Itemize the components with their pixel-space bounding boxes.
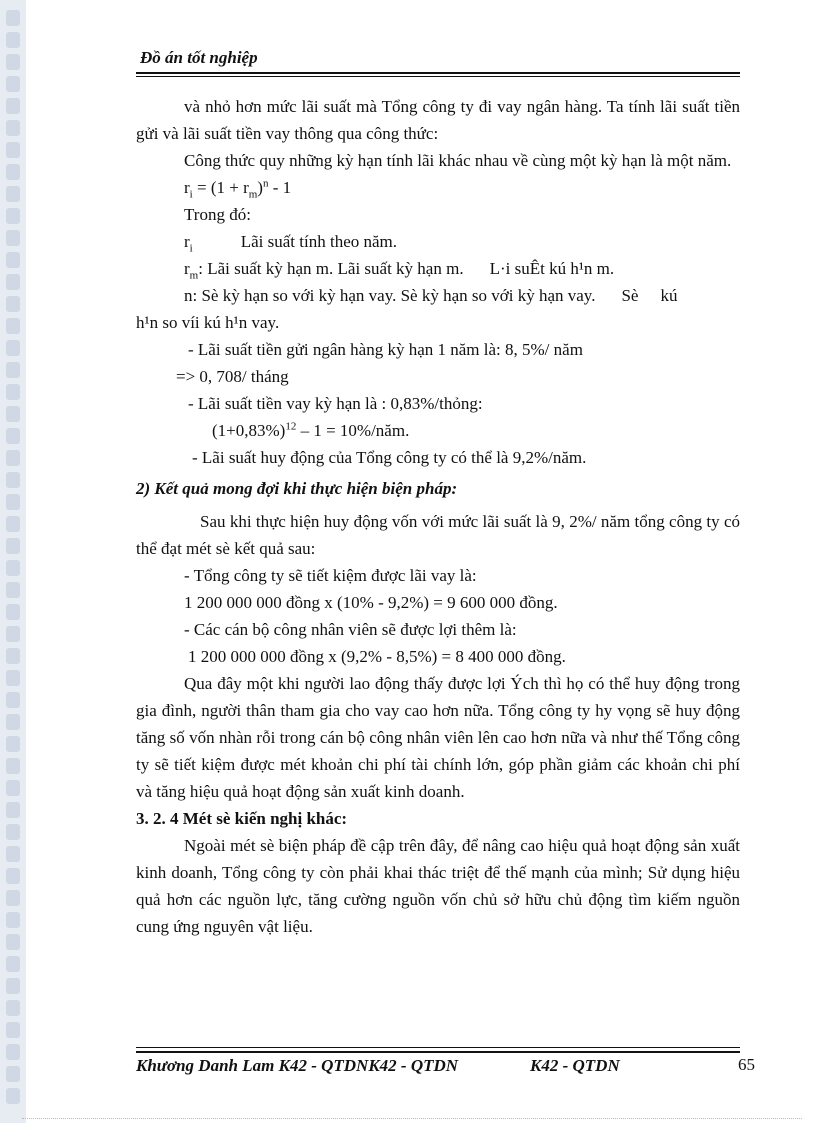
binding-bar-segment (6, 1044, 20, 1060)
binding-bar-segment (6, 560, 20, 576)
binding-bar-segment (6, 120, 20, 136)
definition-rm: $r_m$: Lãi suất kỳ hạn m. Lãi suất kỳ hạn m. L·i suÊt kú h¹n m. (184, 259, 615, 282)
binding-bar-segment (6, 384, 20, 400)
footer-author: Khương Danh Lam K42 - QTDNK42 - QTDN (136, 1056, 459, 1075)
binding-bar-segment (6, 318, 20, 334)
body-text (136, 93, 740, 940)
binding-bar-segment (6, 582, 20, 598)
binding-bar-segment (6, 934, 20, 950)
binding-bar-segment (6, 208, 20, 224)
binding-bar-segment (6, 274, 20, 290)
paragraph: Công thức quy những kỳ hạn tính lãi khác nhau về cùng một kỳ hạn là một năm. (184, 151, 732, 170)
binding-bar-segment (6, 890, 20, 906)
page-edge-dots (22, 1118, 802, 1119)
header-rule (136, 72, 740, 74)
binding-bar-segment (6, 802, 20, 818)
binding-bar-segment (6, 142, 20, 158)
savings-label: - Tổng công ty sẽ tiết kiệm được lãi vay là: (184, 566, 477, 585)
binding-bar-segment (6, 670, 20, 686)
binding-bar-segment (6, 626, 20, 642)
binding-bar-segment (6, 846, 20, 862)
binding-bar-segment (6, 1066, 20, 1082)
paragraph: Qua đây một khi người lao động thấy được lợi Ých thì họ có thể huy động trong gia đình, người thân tham gia cho vay cao hơn nữa. Tổng công ty hy vọng sẽ huy động tăng số vốn nhàn rỗi trong cán bộ công nhân viên lên cao hơn nữa và như thế Tổng công ty sẽ tiết kiệm được mét khoản chi phí tài chính lớn, góp phần giảm các khoản chi phí và tăng hiệu quả hoạt động sản xuất kinh doanh. (136, 674, 740, 801)
header-rule-thin (136, 76, 740, 77)
section-2-title: 2) Kết quả mong đợi khi thực hiện biện pháp: (136, 479, 458, 498)
footer-rule (136, 1051, 740, 1053)
binding-bar-segment (6, 1088, 20, 1104)
binding-bar-segment (6, 296, 20, 312)
binding-bar-segment (6, 32, 20, 48)
binding-bar-segment (6, 604, 20, 620)
paragraph: Ngoài mét sè biện pháp đề cập trên đây, để nâng cao hiệu quả hoạt động sản xuất kinh doanh, Tổng công ty còn phải khai thác triệt để thế mạnh của mình; Sử dụng hiệu quả hơn các nguồn lực, tăng cường nguồn vốn chủ sở hữu chủ động tìm kiếm nguồn cung ứng nguyên vật liệu. (136, 836, 740, 936)
binding-bar-segment (6, 868, 20, 884)
formula-ri: $r_i = (1 + r_m)^n - 1$ (184, 177, 292, 201)
binding-bar-segment (6, 494, 20, 510)
deposit-rate: - Lãi suất tiền gửi ngân hàng kỳ hạn 1 năm là: 8, 5%/ năm (188, 340, 583, 359)
binding-bar-segment (6, 472, 20, 488)
binding-bar-segment (6, 164, 20, 180)
binding-bar-segment (6, 54, 20, 70)
binding-bar-segment (6, 76, 20, 92)
binding-bar-segment (6, 1022, 20, 1038)
binding-bar-segment (6, 736, 20, 752)
binding-bar (0, 0, 26, 1123)
binding-bar-segment (6, 648, 20, 664)
definition-n: n: Sè kỳ hạn so với kỳ hạn vay. Sè kỳ hạn so với kỳ hạn vay. Sè kú (184, 286, 678, 305)
binding-bar-segment (6, 450, 20, 466)
binding-bar-segment (6, 824, 20, 840)
binding-bar-segment (6, 956, 20, 972)
paragraph: Sau khi thực hiện huy động vốn với mức lãi suất là 9, 2%/ năm tổng công ty có thể đạt mét sè kết quả sau: (136, 512, 740, 558)
binding-bar-segment (6, 428, 20, 444)
binding-bar-segment (6, 340, 20, 356)
binding-bar-segment (6, 362, 20, 378)
definition-n-cont: h¹n so víi kú h¹n vay. (136, 313, 280, 332)
monthly-rate: => 0, 708/ tháng (176, 367, 289, 386)
binding-bar-segment (6, 1000, 20, 1016)
definition-ri: $r_i$ Lãi suất tính theo năm. (184, 232, 398, 255)
binding-bar-segment (6, 780, 20, 796)
binding-bar-segment (6, 230, 20, 246)
binding-bar-segment (6, 516, 20, 532)
binding-bar-segment (6, 714, 20, 730)
binding-bar-segment (6, 252, 20, 268)
binding-bar-segment (6, 98, 20, 114)
header-title: Đồ án tốt nghiệp (140, 48, 258, 67)
binding-bar-segment (6, 538, 20, 554)
binding-bar-segment (6, 758, 20, 774)
where-label: Trong đó: (184, 205, 251, 224)
binding-bar-segment (6, 692, 20, 708)
binding-bar-segment (6, 978, 20, 994)
binding-bar-segment (6, 186, 20, 202)
mobilize-rate: - Lãi suất huy động của Tổng công ty có thể là 9,2%/năm. (192, 448, 587, 467)
staff-benefit-calc: 1 200 000 000 đồng x (9,2% - 8,5%) = 8 400 000 đồng. (188, 647, 566, 666)
binding-bar-segment (6, 10, 20, 26)
page-number: 65 (738, 1055, 755, 1074)
footer-class-code: K42 - QTDN (530, 1056, 620, 1075)
footer-rule-thin (136, 1047, 740, 1048)
binding-bar-segment (6, 912, 20, 928)
staff-benefit-label: - Các cán bộ công nhân viên sẽ được lợi thêm là: (184, 620, 517, 639)
section-3-2-4-title: 3. 2. 4 Mét sè kiến nghị khác: (136, 809, 348, 828)
savings-calc: 1 200 000 000 đồng x (10% - 9,2%) = 9 600 000 đồng. (184, 593, 558, 612)
paragraph: và nhỏ hơn mức lãi suất mà Tổng công ty đi vay ngân hàng. Ta tính lãi suất tiền gửi và lãi suất tiền vay thông qua công thức: (136, 97, 740, 143)
binding-bar-segment (6, 406, 20, 422)
loan-rate: - Lãi suất tiền vay kỳ hạn là : 0,83%/thỏng: (188, 394, 483, 413)
loan-formula: $(1+0,83\%)^{12} - 1$ = 10%/năm. (212, 420, 410, 440)
